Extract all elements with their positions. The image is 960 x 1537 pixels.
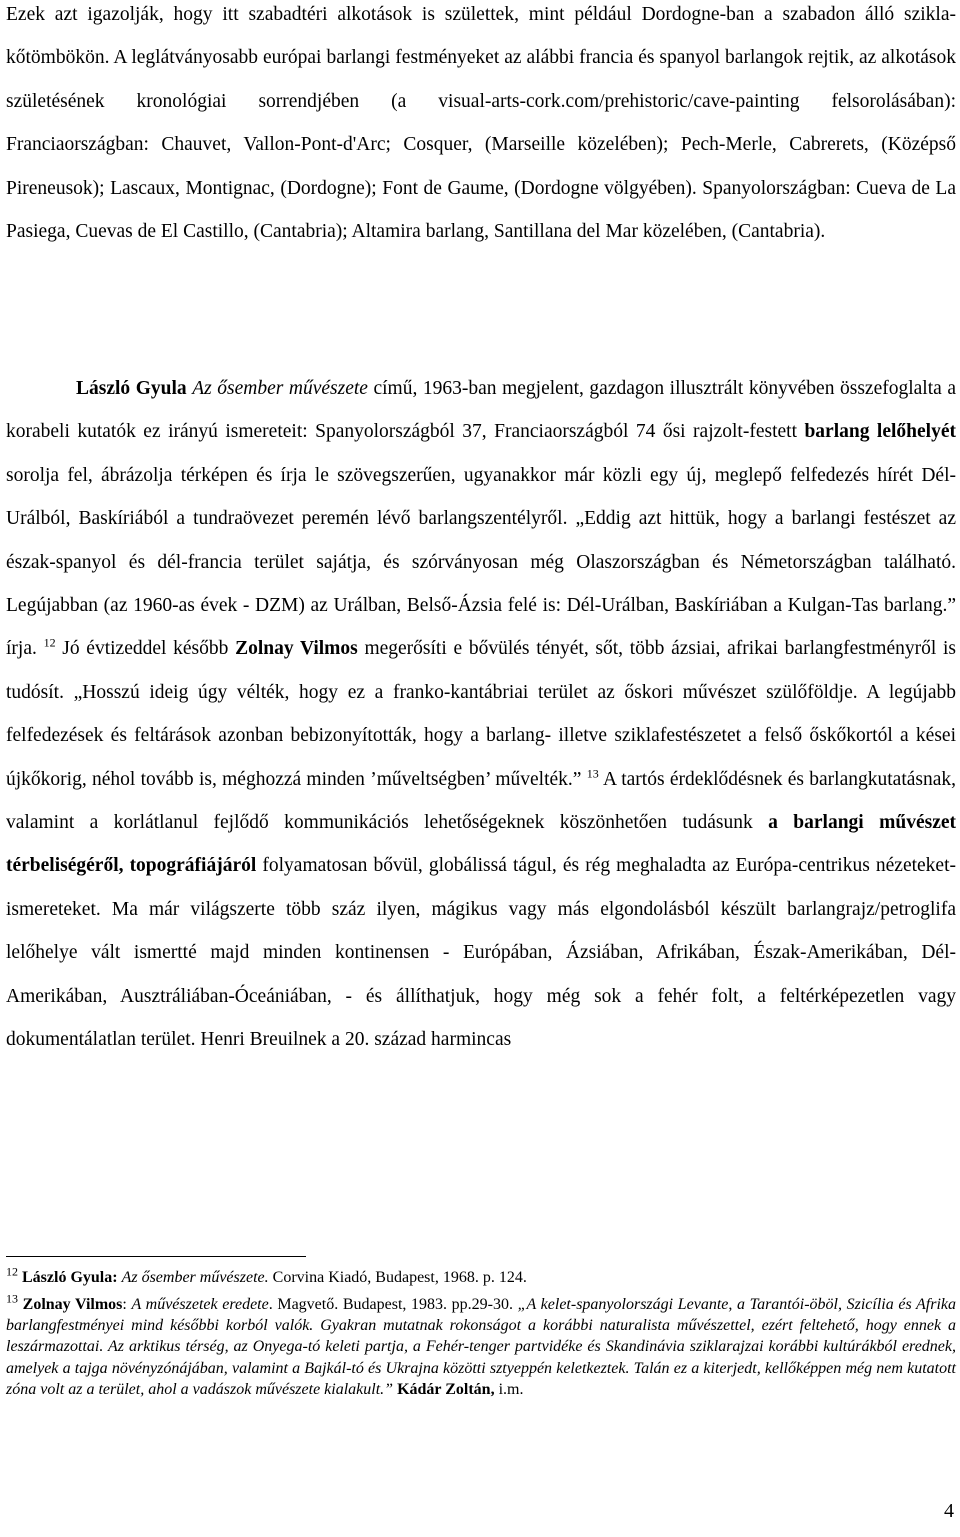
- footnote-title: Az ősember művészete.: [121, 1269, 269, 1286]
- footnote-author: László Gyula:: [22, 1269, 118, 1286]
- author-name: Zolnay Vilmos: [235, 638, 358, 660]
- paragraph-caves-text: Ezek azt igazolják, hogy itt szabadtéri alkotások is születtek, mint például Dordogne-ban a szabadon álló szikla-kőtömbökön. A leglátványosabb európai barlangi festményeket az alábbi francia és spanyol barlangok rejtik, az alkotások születésének kronológiai sorrendjében (a visual-arts-cork.com/prehistoric/cave-painting felsorolásában): Franciaországban: Chauvet, Vallon-Pont-d'Arc; Cosquer, (Marseille közelében); Pech-Merle, Cabrerets, (Középső Pireneusok); Lascaux, Montignac, (Dordogne); Font de Gaume, (Dordogne völgyében). Spanyolországban: Cueva de La Pasiega, Cuevas de El Castillo, (Cantabria); Altamira barlang, Santillana del Mar közelében, (Cantabria).: [6, 4, 956, 243]
- footnote-13: [6, 1291, 957, 1400]
- paragraph-caves: [6, 0, 956, 253]
- footnote-ref-12[interactable]: 12: [43, 635, 56, 650]
- footnote-quote: „A kelet-spanyolországi Levante, a Tarantói-öböl, Szicília és Afrika barlangfestményei mind későbbi korból valók. Gyakran mutatnak rokonságot a korábbi naturalista művészettel, ezért feltehető, hogy ennek a leszármazottai. Az arktikus térség, az Onyega-tó keleti partja, a Fehér-tenger partvidéke és Skandinávia sziklarajzai korábbi kultúrákból erednek, amelyek a tajga növényzónájában, valamint a Bajkál-tó és Ukrajna közötti sztyeppén keletkeztek. Talán ez a kiterjedt, kellőképpen még nem kutatott zóna volt az a terület, ahol a vadászok művészete kialakult.”: [6, 1296, 957, 1398]
- footnote-title: A művészetek eredete: [131, 1296, 269, 1313]
- footnote-divider: [6, 1256, 306, 1257]
- bold-phrase: a barlangi művészet térbeliségéről, topográfiájáról: [6, 812, 956, 877]
- footnote-author: Zolnay Vilmos: [22, 1296, 123, 1313]
- footnote-source-author: Kádár Zoltán,: [397, 1380, 495, 1398]
- book-title: Az ősember művészete: [192, 378, 368, 399]
- footnote-text: :: [122, 1296, 132, 1313]
- paragraph-laszlo-gyula: [6, 367, 956, 1062]
- text-segment: sorolja fel, ábrázolja térképen és írja le szövegszerűen, ugyanakkor már közli egy új, meglepő felfedezés hírét Dél-Urálból, Baskíriából a tundraövezet peremén lévő barlangszentélyről. „Eddig azt hittük, hogy a barlangi festészet az észak-spanyol és dél-francia terület sajátja, és szórványosan még Olaszországban és Németországban található. Legújabban (az 1960-as évek - DZM) az Urálban, Belső-Ázsia felé is: Dél-Urálban, Baskíriában a Kulgan-Tas barlang.” írja.: [6, 464, 956, 660]
- text-segment: Jó évtizeddel később: [55, 638, 236, 660]
- footnote-text: Corvina Kiadó, Budapest, 1968. p. 124.: [268, 1269, 527, 1286]
- footnote-text: i.m.: [494, 1380, 524, 1398]
- text-segment: megerősíti e bővülés tényét, sőt, több ázsiai, afrikai barlangfestményről is tudósít. „Hosszú ideig úgy vélték, hogy ez a franko-kantábriai terület az őskori művészet szülőföldje. A legújabb felfedezések és feltárások azonban bebizonyították, hogy a barlang- illetve sziklafestészetet a felső őskőkortól a kései újkőkorig, néhol tovább is, méghozzá minden ’műveltségben’ művelték.”: [6, 638, 956, 790]
- bold-phrase: barlang lelőhelyét: [804, 421, 956, 443]
- page-number: 4: [944, 1500, 954, 1522]
- footnote-text: . Magvető. Budapest, 1983. pp.29-30.: [268, 1296, 518, 1313]
- footnote-number: 13: [6, 1291, 18, 1306]
- text-segment: A tartós érdeklődésnek és barlangkutatásnak, valamint a korlátlanul fejlődő kommunikációs lehetőségeknek köszönhetően tudásunk: [6, 768, 957, 834]
- text-segment: folyamatosan bővül, globálissá tágul, és rég meghaladta az Európa-centrikus nézeteket-ismereteket. Ma már világszerte több száz ilyen, mágikus vagy más elgondolásból készült barlangrajz/petroglifa lelőhelye vált ismertté majd minden kontinensen - Európában, Ázsiában, Afrikában, Észak-Amerikában, Dél-Amerikában, Ausztráliában-Óceániában, - és állíthatjuk, hogy még sok a fehér folt, a feltérképezetlen vagy dokumentálatlan terület. Henri Breuilnek a 20. század harmincas: [6, 855, 956, 1051]
- author-name: László Gyula: [76, 378, 187, 399]
- footnote-12: [6, 1264, 956, 1288]
- text-segment: című, 1963-ban megjelent, gazdagon illusztrált könyvében összefoglalta a korabeli kutatók ez irányú ismereteit: Spanyolországból 37, Franciaországból 74 ősi rajzolt-festett: [6, 378, 956, 443]
- footnote-ref-13[interactable]: 13: [586, 766, 599, 781]
- footnote-number: 12: [6, 1264, 18, 1279]
